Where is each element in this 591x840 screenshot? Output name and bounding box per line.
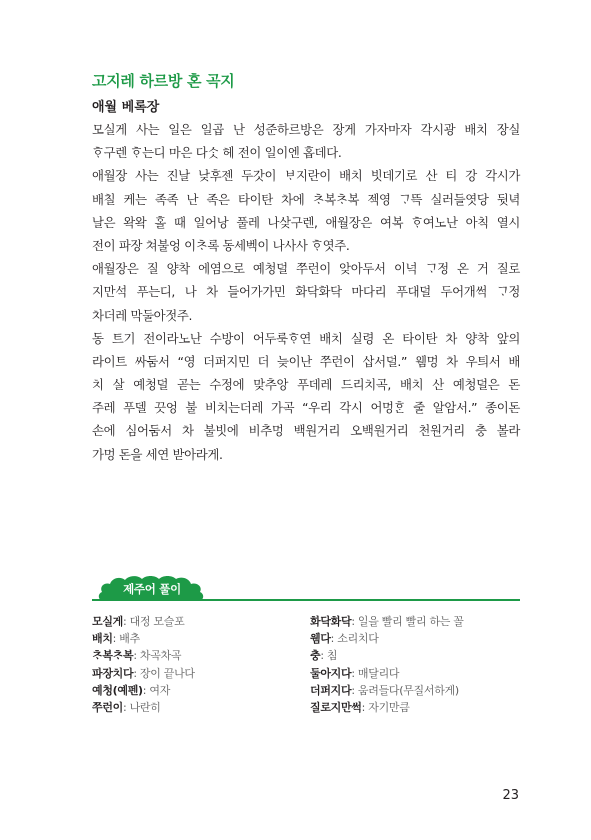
body-line: 애월장은 질 양착 에염으로 예청덜 쭈런이 앚아두서 이넉 ᄀᆞ정 온 거 질로 xyxy=(92,261,520,277)
glossary-right-column xyxy=(310,613,464,716)
glossary-term: 더퍼지다 xyxy=(310,683,352,697)
body-line: 배칠 케는 족족 난 족은 타이탄 차에 ᄎᆞ복ᄎᆞ복 젝영 ᄀᆞ뜩 실러들엿당 뒷녁 xyxy=(92,191,520,207)
glossary-entry xyxy=(92,630,195,647)
body-line: 지만석 푸는디, 나 차 들어가가민 화닥화닥 마다리 푸대덜 두어개썩 ᄀᆞ정 xyxy=(92,284,520,300)
glossary-entry xyxy=(92,682,195,699)
glossary-term: 예청(예펜) xyxy=(92,683,143,697)
glossary-entry xyxy=(310,665,464,682)
page-number: 23 xyxy=(502,788,519,803)
glossary-entry xyxy=(310,630,464,647)
glossary-entry xyxy=(310,682,464,699)
glossary-definition: : 차곡차곡 xyxy=(133,649,182,663)
glossary-term: 쭈런이 xyxy=(92,700,123,714)
body-line: 라이트 싸둠서 “영 더퍼지민 더 늦이난 쭈런이 삽서덜.” 웸멍 차 우틔서 배 xyxy=(92,353,520,369)
body-line: 손에 심어둠서 차 불빗에 비추멍 백원거리 오백원거리 천원거리 충 볼라 xyxy=(92,423,520,439)
glossary-label: 제주어 풀이 xyxy=(123,582,181,596)
glossary-definition: : 장이 끝나다 xyxy=(133,666,195,680)
glossary-definition: : 일을 빨리 빨리 하는 꼴 xyxy=(351,615,464,628)
glossary-definition: : 배추 xyxy=(112,632,140,646)
glossary-entry xyxy=(310,647,464,664)
glossary-term: 배치 xyxy=(92,632,113,646)
glossary-term: 충 xyxy=(310,649,321,663)
section-subtitle: 애월 베록장 xyxy=(92,100,160,115)
body-line: 날은 왁왁 홀 때 일어낭 풀레 나샂구렌, 애월장은 여복 ᄒᆞ여노난 아칙 열시 xyxy=(92,214,520,230)
glossary-term: 둘아지다 xyxy=(310,666,352,680)
glossary-definition: : 소리치다 xyxy=(330,632,379,646)
glossary-entry xyxy=(310,699,464,716)
body-line: 차더레 막둘아젓주. xyxy=(92,307,193,323)
body-line: ᄒᆞ구렌 ᄒᆞ는디 마은 다ᄉᆞᆺ 헤 전이 일이엔 홉데다. xyxy=(92,145,342,161)
story-body xyxy=(92,118,520,466)
glossary-definition: : 매달리다 xyxy=(351,666,400,680)
glossary-term: 웸다 xyxy=(310,632,331,646)
glossary-entry xyxy=(310,613,464,630)
glossary-definition: : 대정 모슬포 xyxy=(122,615,185,628)
glossary-term: 질로지만썩 xyxy=(310,700,362,714)
page-title: 고지레 하르방 혼 곡지 xyxy=(92,72,235,90)
glossary-term: ᄎᆞ복ᄎᆞ복 xyxy=(92,649,134,663)
glossary-entry xyxy=(92,665,195,682)
glossary-term: 화닥화닥 xyxy=(310,615,352,628)
glossary-term: 모실게 xyxy=(92,615,123,628)
body-line: 치 살 예청덜 곧는 수정에 맞추앙 푸데레 드리치곡, 배치 산 예청덜은 돈 xyxy=(92,377,520,393)
glossary-definition: : 여자 xyxy=(142,683,171,697)
glossary-definition: : 침 xyxy=(320,649,338,663)
glossary-entry xyxy=(92,647,195,664)
glossary-definition: : 나란히 xyxy=(122,700,161,714)
body-line: 모실게 사는 일은 일곱 난 성준하르방은 장게 가자마자 각시광 배치 장실 xyxy=(92,122,520,137)
body-line: 애월장 사는 진날 낮후젠 두갓이 ᄇᆞ지란이 배치 빗데기로 산 티 강 각시가 xyxy=(92,168,520,184)
body-line: 가멍 돈을 세연 받아라게. xyxy=(92,446,223,462)
glossary-definition: : 자기만큼 xyxy=(361,700,410,714)
glossary-entry xyxy=(92,613,195,630)
body-line: 동 트기 전이라노난 수방이 어두룩ᄒᆞ연 배치 실령 온 타이탄 차 양착 앞의 xyxy=(92,330,520,346)
glossary-term: 파장치다 xyxy=(92,666,134,680)
glossary-entry xyxy=(92,699,195,716)
glossary-header xyxy=(92,575,520,603)
glossary-definition: : 움려들다(무질서하게) xyxy=(351,683,459,697)
glossary-left-column xyxy=(92,613,195,716)
body-line: 전이 파장 쳐불엉 이ᄎᆞ록 동세벡이 나사사 ᄒᆞ엿주. xyxy=(92,237,350,253)
body-line: 주레 푸델 끗엉 불 비치는더레 가곡 “우리 각시 어멍ᄒᆞᆫ 줄 알암서.” 종이돈 xyxy=(92,400,520,416)
